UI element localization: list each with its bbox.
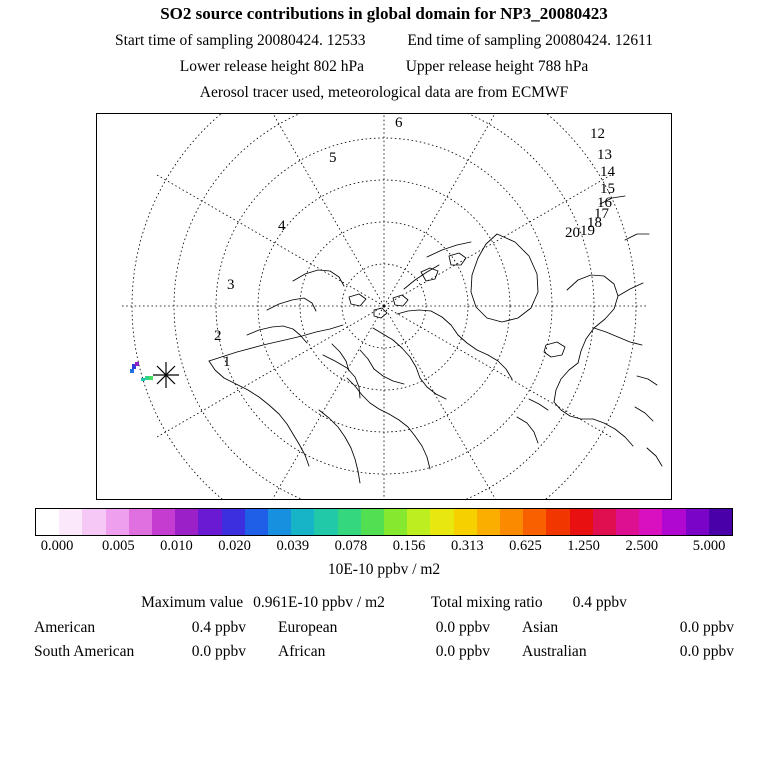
radial-label-17: 17 <box>594 206 609 222</box>
colorbar-swatch-18 <box>454 509 477 535</box>
colorbar-swatch-20 <box>500 509 523 535</box>
radial-label-20: 20 <box>565 225 580 241</box>
region-african-value: 0.0 ppbv <box>435 643 490 660</box>
colorbar-swatch-28 <box>686 509 709 535</box>
colorbar-tick-9: 1.250 <box>567 538 600 554</box>
region-australian-label: Australian <box>522 643 587 660</box>
region-american <box>18 619 262 637</box>
colorbar-tick-2: 0.010 <box>160 538 193 554</box>
colorbar-swatch-16 <box>407 509 430 535</box>
region-european <box>262 619 506 637</box>
region-european-label: European <box>278 619 338 636</box>
colorbar-tick-6: 0.156 <box>392 538 426 554</box>
radial-label-15: 15 <box>600 181 615 197</box>
colorbar-swatch-9 <box>245 509 268 535</box>
colorbar-swatch-21 <box>523 509 546 535</box>
colorbar-swatch-0 <box>36 509 59 535</box>
region-south-american-label: South American <box>34 643 135 660</box>
polar-map <box>97 114 671 499</box>
colorbar-swatch-8 <box>222 509 245 535</box>
colorbar-swatch-4 <box>129 509 152 535</box>
colorbar-tick-4: 0.039 <box>276 538 310 554</box>
release-height-line <box>0 58 768 76</box>
colorbar-tick-0: 0.000 <box>40 538 74 554</box>
radial-label-6: 6 <box>395 115 403 131</box>
colorbar-swatch-10 <box>268 509 291 535</box>
radial-label-3: 3 <box>227 277 235 293</box>
colorbar-swatch-22 <box>546 509 569 535</box>
colorbar-swatch-5 <box>152 509 175 535</box>
sampling-time-line <box>0 32 768 50</box>
region-american-value: 0.4 ppbv <box>191 619 246 636</box>
colorbar-swatch-6 <box>175 509 198 535</box>
maximum-value: 0.961E-10 ppbv / m2 <box>253 594 385 611</box>
region-south-american-value: 0.0 ppbv <box>191 643 246 660</box>
radial-label-19: 19 <box>580 223 595 239</box>
radial-label-1: 1 <box>223 354 231 370</box>
region-asian-value: 0.0 ppbv <box>679 619 734 636</box>
colorbar-swatch-29 <box>709 509 732 535</box>
colorbar-tick-3: 0.020 <box>218 538 251 554</box>
region-african <box>262 643 506 661</box>
figure-title: SO2 source contributions in global domain for NP3_20080423 <box>160 4 608 23</box>
radial-label-13: 13 <box>597 147 612 163</box>
start-time-text: Start time of sampling 20080424. 12533 <box>114 32 366 49</box>
colorbar-container <box>35 508 733 536</box>
region-asian <box>506 619 750 637</box>
end-time-text: End time of sampling 20080424. 12611 <box>407 32 653 49</box>
colorbar-swatch-26 <box>639 509 662 535</box>
colorbar-swatch-1 <box>59 509 82 535</box>
region-row-1 <box>0 619 768 637</box>
colorbar-swatch-13 <box>338 509 361 535</box>
colorbar-swatch-25 <box>616 509 639 535</box>
region-south-american <box>18 643 262 661</box>
region-american-label: American <box>34 619 96 636</box>
colorbar-swatch-24 <box>593 509 616 535</box>
colorbar-swatch-27 <box>662 509 685 535</box>
colorbar-swatch-12 <box>314 509 337 535</box>
colorbar-swatch-19 <box>477 509 500 535</box>
map-panel[interactable] <box>96 113 672 500</box>
tracer-meteorology-line: Aerosol tracer used, meteorological data are from ECMWF <box>199 84 569 101</box>
max-and-total-row <box>0 594 768 612</box>
colorbar-tick-5: 0.078 <box>334 538 368 554</box>
radial-label-5: 5 <box>329 150 337 166</box>
upper-release-height-text: Upper release height 788 hPa <box>405 58 589 75</box>
region-australian-value: 0.0 ppbv <box>679 643 734 660</box>
colorbar-swatch-23 <box>570 509 593 535</box>
lower-release-height-text: Lower release height 802 hPa <box>179 58 364 75</box>
radial-label-12: 12 <box>590 126 605 142</box>
radial-label-2: 2 <box>214 328 222 344</box>
colorbar-tick-11: 5.000 <box>692 538 726 554</box>
total-mixing-ratio-value: 0.4 ppbv <box>572 594 627 611</box>
colorbar-swatch-7 <box>198 509 221 535</box>
region-row-2 <box>0 643 768 661</box>
colorbar-tick-10: 2.500 <box>625 538 659 554</box>
total-mixing-ratio-label: Total mixing ratio <box>430 594 543 611</box>
maximum-value-label: Maximum value <box>141 594 244 611</box>
radial-label-18: 18 <box>587 215 602 231</box>
colorbar-tick-1: 0.005 <box>101 538 135 554</box>
radial-label-14: 14 <box>600 164 615 180</box>
region-asian-label: Asian <box>522 619 559 636</box>
colorbar-swatch-3 <box>106 509 129 535</box>
radial-label-16: 16 <box>597 195 612 211</box>
colorbar-axis-label: 10E-10 ppbv / m2 <box>327 561 441 578</box>
radial-label-4: 4 <box>278 218 286 234</box>
colorbar-swatch-11 <box>291 509 314 535</box>
region-african-label: African <box>278 643 326 660</box>
colorbar <box>35 508 733 536</box>
region-australian <box>506 643 750 661</box>
colorbar-tick-8: 0.625 <box>509 538 542 554</box>
colorbar-swatch-17 <box>430 509 453 535</box>
colorbar-swatch-15 <box>384 509 407 535</box>
colorbar-swatch-14 <box>361 509 384 535</box>
region-european-value: 0.0 ppbv <box>435 619 490 636</box>
colorbar-tick-labels <box>0 538 768 556</box>
colorbar-tick-7: 0.313 <box>450 538 484 554</box>
colorbar-swatch-2 <box>82 509 105 535</box>
